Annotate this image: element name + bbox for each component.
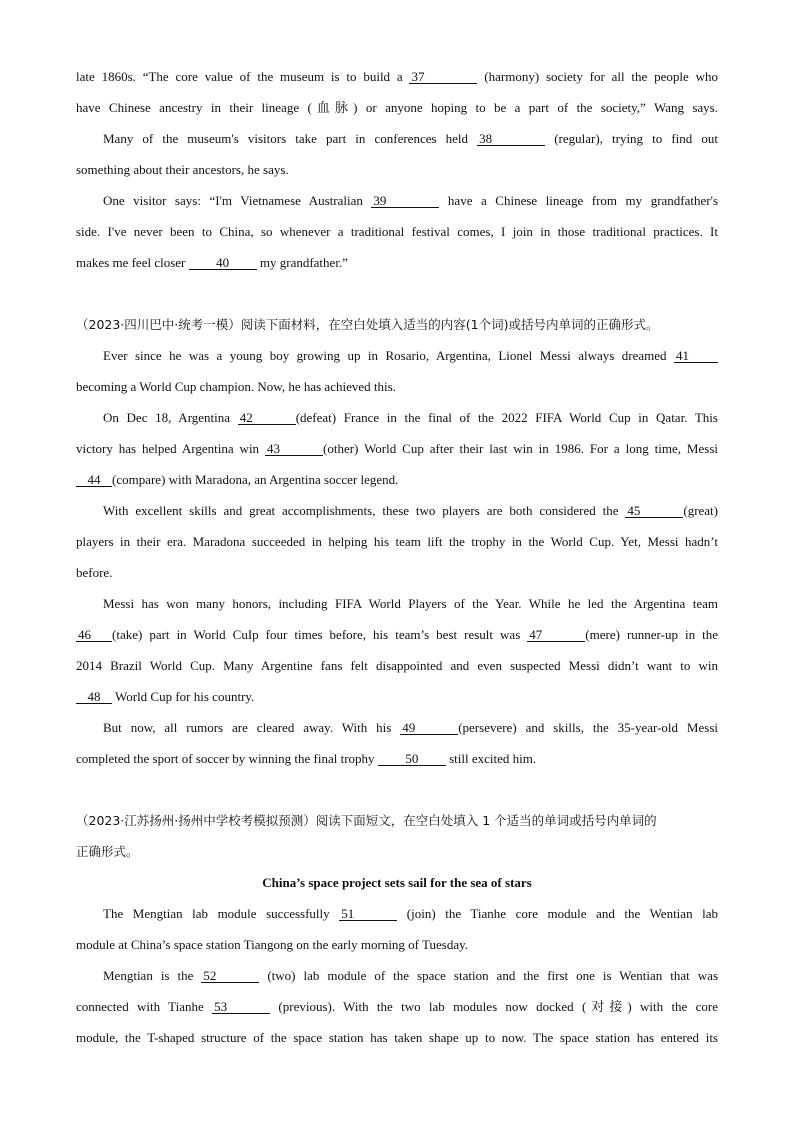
text-span: connected with Tianhe [76,999,213,1014]
text-line [76,185,718,216]
text-span: (take) part in World CuIp four times before, his team’s best result was [112,627,528,642]
text-span: (harmony) society for all the people who [477,69,719,84]
text-line: side. I've never been to China, so whenever a traditional festival comes, I join in those traditional practices. It [76,224,718,239]
text-span: One visitor says: “I'm Vietnamese Australian [103,193,372,208]
text-span: Mengtian is the [103,968,202,983]
text-line: have Chinese ancestry in their lineage (血脉) or anyone hoping to be a part of the society,” Wang says. [76,100,718,115]
text-span: still excited him. [445,751,537,766]
text-span: (regular), trying to find out [545,131,718,146]
blank-42[interactable]: 42 [238,411,296,425]
blank-37[interactable]: 37 [409,70,477,84]
section-header: （2023·江苏扬州·扬州中学校考模拟预测）阅读下面短文，在空白处填入 1 个适当的单词或括号内单词的 [76,813,657,828]
text-line [76,712,718,743]
text-line [76,743,718,774]
text-line [76,340,718,371]
text-span: have a Chinese lineage from my grandfather's [439,193,719,208]
text-line [76,960,718,991]
text-line: players in their era. Maradona succeeded in helping his team lift the trophy in the World Cup. Yet, Messi hadn’t [76,534,718,549]
text-line [76,433,718,464]
text-span: completed the sport of soccer by winning the final trophy [76,751,378,766]
text-line [76,123,718,154]
text-span: World Cup for his country. [112,689,255,704]
text-span: (previous). With the two lab modules now docked (对接) with the core [270,999,718,1014]
text-line [76,61,718,92]
article-title: China’s space project sets sail for the sea of stars [262,875,532,890]
blank-53[interactable]: 53 [212,1000,270,1014]
text-span: my grandfather.” [256,255,348,270]
blank-39[interactable]: 39 [371,194,439,208]
blank-45[interactable]: 45 [625,504,683,518]
blank-52[interactable]: 52 [201,969,259,983]
blank-49[interactable]: 49 [400,721,458,735]
text-line: module, the T-shaped structure of the space station has taken shape up to now. The space station has entered its [76,1030,718,1045]
text-span: Ever since he was a young boy growing up in Rosario, Argentina, Lionel Messi always dreamed [103,348,674,363]
blank-40[interactable]: 40 [189,256,257,270]
text-line: module at China’s space station Tiangong on the early morning of Tuesday. [76,937,469,952]
text-span: (mere) runner-up in the [585,627,718,642]
text-line [76,495,718,526]
text-line: becoming a World Cup champion. Now, he has achieved this. [76,379,396,394]
text-span: (two) lab module of the space station and the first one is Wentian that was [259,968,718,983]
text-line [76,247,718,278]
document-page [76,61,718,1053]
blank-47[interactable]: 47 [527,628,585,642]
text-span: (persevere) and skills, the 35-year-old Messi [458,720,718,735]
blank-43[interactable]: 43 [265,442,323,456]
text-span: On Dec 18, Argentina [103,410,238,425]
text-span: makes me feel closer [76,255,189,270]
text-span: (defeat) France in the final of the 2022 FIFA World Cup in Qatar. This [295,410,718,425]
text-line [76,991,718,1022]
text-line [76,619,718,650]
text-span: (join) the Tianhe core module and the Wentian lab [397,906,718,921]
blank-46[interactable]: 46 [76,628,112,642]
blank-38[interactable]: 38 [477,132,545,146]
section-header-cont: 正确形式。 [76,844,139,859]
text-line: Messi has won many honors, including FIFA World Players of the Year. While he led the Argentina team [103,596,718,611]
text-line [76,402,718,433]
text-line [76,681,718,712]
text-line: before. [76,565,113,580]
blank-44[interactable]: 44 [76,473,112,487]
text-span: With excellent skills and great accomplishments, these two players are both considered the [103,503,626,518]
blank-48[interactable]: 48 [76,690,112,704]
blank-50[interactable]: 50 [378,752,446,766]
section-header: （2023·四川巴中·统考一模）阅读下面材料，在空白处填入适当的内容(1个词)或括号内单词的正确形式。 [76,317,659,332]
text-line [76,464,718,495]
text-span: (great) [683,503,718,518]
text-span: victory has helped Argentina win [76,441,265,456]
text-span: (compare) with Maradona, an Argentina soccer legend. [112,472,399,487]
text-span: Many of the museum's visitors take part in conferences held [103,131,478,146]
text-line: something about their ancestors, he says. [76,162,289,177]
text-span: (other) World Cup after their last win in 1986. For a long time, Messi [323,441,718,456]
blank-41[interactable]: 41 [674,349,718,363]
text-span: late 1860s. “The core value of the museum is to build a [76,69,410,84]
text-line [76,898,718,929]
text-span: The Mengtian lab module successfully [103,906,340,921]
text-line: 2014 Brazil World Cup. Many Argentine fans felt disappointed and even suspected Messi didn’t want to win [76,658,718,673]
text-span: But now, all rumors are cleared away. With his [103,720,401,735]
blank-51[interactable]: 51 [339,907,397,921]
